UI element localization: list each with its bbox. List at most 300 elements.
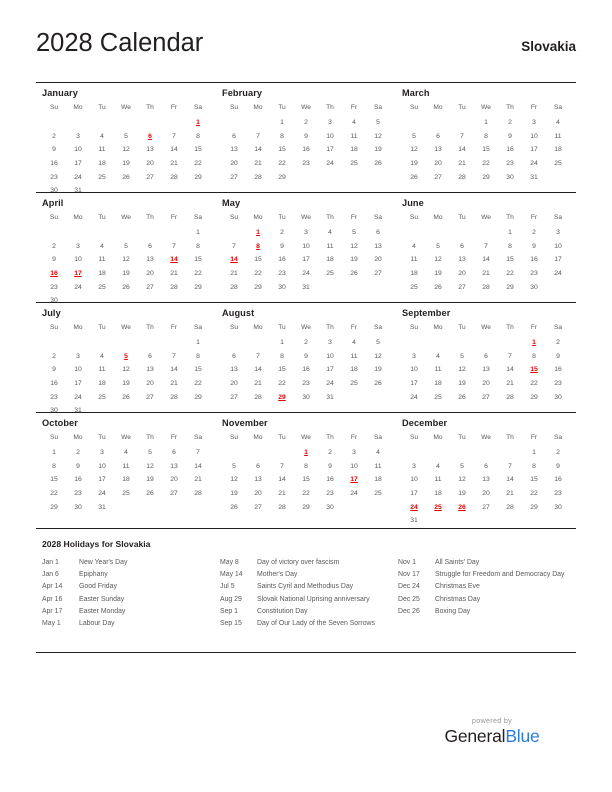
weekday-header-we: We: [301, 323, 311, 331]
day-cell: 6: [376, 229, 380, 237]
day-cell-holiday: 15: [530, 366, 538, 374]
day-cell: 10: [326, 352, 334, 360]
week-row: [222, 473, 390, 487]
day-cell: 5: [352, 229, 356, 237]
day-cell: 26: [146, 490, 154, 498]
month-table: [222, 322, 390, 404]
weekday-header-we: We: [301, 433, 311, 441]
day-cell: 9: [304, 352, 308, 360]
day-cell-empty: [90, 116, 114, 130]
day-cell: 19: [458, 490, 466, 498]
week-row: [222, 487, 390, 501]
day-cell: 29: [50, 503, 58, 511]
day-cell: 28: [170, 283, 178, 291]
day-cell: 7: [280, 462, 284, 470]
day-cell: 2: [304, 339, 308, 347]
day-cell: 21: [458, 160, 466, 168]
day-cell: 27: [146, 173, 154, 181]
day-cell: 14: [194, 462, 202, 470]
weekday-header-sa: Sa: [373, 433, 383, 441]
day-cell-holiday: 14: [170, 256, 178, 264]
day-cell: 12: [122, 256, 130, 264]
day-cell-empty: [66, 116, 90, 130]
day-cell-holiday: 8: [256, 242, 260, 250]
day-cell: 30: [50, 407, 58, 415]
week-row: [42, 143, 210, 157]
weekday-header-sa: Sa: [193, 213, 203, 221]
weekday-header-we: We: [121, 213, 131, 221]
day-cell: 5: [460, 462, 464, 470]
holiday-date: Apr 16: [42, 595, 63, 603]
day-cell: 27: [458, 283, 466, 291]
day-cell-holiday: 6: [148, 132, 152, 140]
holiday-list-item: [42, 557, 220, 569]
weekday-header-mo: Mo: [253, 103, 263, 111]
holiday-list-item: [42, 606, 220, 618]
day-cell: 18: [98, 270, 106, 278]
weekday-header-fr: Fr: [530, 323, 538, 331]
day-cell: 28: [482, 283, 490, 291]
day-cell: 7: [172, 132, 176, 140]
holiday-date: Jul 5: [220, 583, 235, 591]
day-cell: 31: [98, 503, 106, 511]
day-cell: 20: [170, 476, 178, 484]
day-cell: 9: [532, 242, 536, 250]
day-cell: 11: [326, 242, 334, 250]
day-cell: 12: [374, 132, 382, 140]
week-row: [402, 336, 570, 350]
week-row: [222, 336, 390, 350]
week-row: [222, 240, 390, 254]
day-cell-holiday: 5: [124, 352, 128, 360]
month-table: [402, 212, 570, 294]
month-name: August: [222, 308, 255, 318]
weekday-header-th: Th: [146, 103, 154, 111]
day-cell: 23: [50, 283, 58, 291]
day-cell: 6: [232, 132, 236, 140]
day-cell-holiday: 14: [230, 256, 238, 264]
day-cell: 28: [230, 283, 238, 291]
holiday-list-item: [220, 581, 398, 593]
week-row: [42, 336, 210, 350]
day-cell-empty: [138, 336, 162, 350]
day-cell-empty: [294, 170, 318, 184]
week-row: [42, 390, 210, 404]
day-cell: 24: [74, 173, 82, 181]
day-cell: 10: [530, 132, 538, 140]
day-cell: 13: [482, 366, 490, 374]
day-cell: 29: [194, 283, 202, 291]
day-cell: 22: [254, 270, 262, 278]
day-cell-empty: [366, 170, 390, 184]
day-cell: 16: [506, 146, 514, 154]
day-cell: 12: [122, 146, 130, 154]
weekday-header-sa: Sa: [193, 103, 203, 111]
day-cell-empty: [546, 514, 570, 528]
day-cell: 9: [52, 366, 56, 374]
day-cell: 11: [122, 462, 130, 470]
day-cell: 31: [326, 393, 334, 401]
weekday-header-row: [222, 102, 390, 116]
day-cell: 13: [146, 146, 154, 154]
day-cell-empty: [114, 116, 138, 130]
day-cell: 19: [458, 380, 466, 388]
week-row: [402, 157, 570, 171]
day-cell: 8: [280, 132, 284, 140]
day-cell: 27: [170, 490, 178, 498]
day-cell: 15: [194, 366, 202, 374]
day-cell: 8: [280, 352, 284, 360]
holiday-list-item: [220, 569, 398, 581]
day-cell: 9: [556, 462, 560, 470]
day-cell: 29: [302, 503, 310, 511]
day-cell-holiday: 24: [410, 503, 418, 511]
day-cell: 31: [302, 283, 310, 291]
day-cell: 10: [554, 242, 562, 250]
day-cell: 13: [374, 242, 382, 250]
weekday-header-th: Th: [506, 103, 514, 111]
day-cell: 10: [350, 462, 358, 470]
day-cell-empty: [162, 116, 186, 130]
day-cell: 28: [194, 490, 202, 498]
weekday-header-we: We: [121, 103, 131, 111]
day-cell: 13: [146, 366, 154, 374]
day-cell: 2: [556, 449, 560, 457]
holiday-date: Dec 26: [398, 607, 420, 615]
day-cell: 17: [302, 256, 310, 264]
month-name: April: [42, 198, 64, 208]
holiday-list-item: [398, 594, 576, 606]
holiday-date: Sep 1: [220, 607, 239, 615]
holiday-name: Christmas Day: [435, 595, 481, 603]
day-cell-empty: [474, 514, 498, 528]
weekday-header-fr: Fr: [350, 433, 358, 441]
weekday-header-fr: Fr: [170, 103, 178, 111]
month-grid: [36, 82, 576, 524]
day-cell: 12: [458, 366, 466, 374]
day-cell: 30: [554, 393, 562, 401]
day-cell: 15: [50, 476, 58, 484]
weekday-header-fr: Fr: [350, 103, 358, 111]
weekday-header-mo: Mo: [253, 213, 263, 221]
day-cell-empty: [426, 446, 450, 460]
day-cell: 4: [556, 119, 560, 127]
day-cell: 20: [230, 160, 238, 168]
day-cell: 9: [52, 146, 56, 154]
generalblue-logo: [412, 726, 572, 746]
day-cell: 17: [554, 256, 562, 264]
day-cell: 15: [254, 256, 262, 264]
day-cell: 17: [530, 146, 538, 154]
weekday-header-su: Su: [409, 433, 419, 441]
week-row: [42, 280, 210, 294]
week-row: [222, 446, 390, 460]
day-cell: 23: [506, 160, 514, 168]
day-cell-holiday: 1: [532, 339, 536, 347]
weekday-header-th: Th: [146, 323, 154, 331]
holiday-date: Sep 15: [220, 620, 242, 628]
day-cell: 31: [530, 173, 538, 181]
day-cell: 18: [350, 146, 358, 154]
day-cell-empty: [342, 390, 366, 404]
weekday-header-row: [402, 102, 570, 116]
weekday-header-fr: Fr: [170, 323, 178, 331]
day-cell: 30: [506, 173, 514, 181]
day-cell-empty: [186, 500, 210, 514]
month-row: [36, 192, 576, 305]
holiday-name: Easter Sunday: [79, 595, 125, 603]
month-name: September: [402, 308, 451, 318]
day-cell: 18: [374, 476, 382, 484]
day-cell: 22: [194, 270, 202, 278]
day-cell-holiday: 16: [50, 270, 58, 278]
day-cell: 20: [254, 490, 262, 498]
month-block-january: [36, 83, 216, 195]
country-label: Slovakia: [521, 39, 576, 54]
day-cell: 19: [146, 476, 154, 484]
day-cell: 15: [194, 146, 202, 154]
day-cell: 31: [74, 407, 82, 415]
day-cell-empty: [498, 336, 522, 350]
weekday-header-tu: Tu: [98, 213, 106, 221]
day-cell: 24: [530, 160, 538, 168]
day-cell: 1: [52, 449, 56, 457]
weekday-header-th: Th: [146, 433, 154, 441]
weekday-header-we: We: [121, 433, 131, 441]
holiday-name: Day of victory over fascism: [257, 559, 340, 566]
day-cell: 1: [196, 339, 200, 347]
day-cell-empty: [342, 280, 366, 294]
day-cell: 15: [506, 256, 514, 264]
holiday-name: Saints Cyril and Methodius Day: [257, 583, 354, 591]
day-cell: 8: [532, 352, 536, 360]
day-cell: 1: [280, 119, 284, 127]
day-cell-empty: [114, 336, 138, 350]
day-cell: 16: [74, 476, 82, 484]
holiday-list-item: [42, 618, 220, 630]
week-row: [222, 377, 390, 391]
day-cell: 17: [74, 380, 82, 388]
day-cell: 14: [254, 146, 262, 154]
holiday-date: May 1: [42, 620, 61, 628]
weekday-header-we: We: [301, 213, 311, 221]
day-cell: 2: [76, 449, 80, 457]
day-cell: 13: [458, 256, 466, 264]
day-cell: 17: [410, 380, 418, 388]
day-cell: 8: [532, 462, 536, 470]
day-cell-empty: [138, 500, 162, 514]
week-row: [42, 253, 210, 267]
day-cell: 17: [98, 476, 106, 484]
week-row: [222, 130, 390, 144]
day-cell: 7: [508, 352, 512, 360]
weekday-header-mo: Mo: [433, 323, 443, 331]
day-cell: 16: [278, 256, 286, 264]
day-cell: 14: [254, 366, 262, 374]
day-cell-empty: [342, 500, 366, 514]
day-cell: 18: [98, 160, 106, 168]
day-cell: 23: [554, 490, 562, 498]
day-cell: 26: [122, 283, 130, 291]
holiday-name: Easter Monday: [79, 607, 126, 615]
day-cell-empty: [42, 226, 66, 240]
day-cell: 3: [76, 352, 80, 360]
day-cell: 6: [172, 449, 176, 457]
weekday-header-mo: Mo: [433, 433, 443, 441]
day-cell: 5: [460, 352, 464, 360]
holiday-list-item: [42, 581, 220, 593]
day-cell: 2: [52, 352, 56, 360]
day-cell: 27: [146, 393, 154, 401]
month-block-april: [36, 193, 216, 305]
weekday-header-mo: Mo: [433, 213, 443, 221]
week-row: [42, 350, 210, 364]
day-cell-empty: [474, 446, 498, 460]
day-cell: 21: [506, 490, 514, 498]
week-row: [402, 350, 570, 364]
day-cell: 12: [230, 476, 238, 484]
day-cell: 7: [484, 242, 488, 250]
day-cell: 10: [410, 366, 418, 374]
day-cell-empty: [162, 336, 186, 350]
day-cell: 21: [194, 476, 202, 484]
day-cell: 28: [278, 503, 286, 511]
weekday-header-tu: Tu: [278, 103, 286, 111]
day-cell: 22: [482, 160, 490, 168]
week-row: [42, 170, 210, 184]
week-row: [222, 390, 390, 404]
holiday-name: Mother's Day: [257, 571, 298, 579]
day-cell: 28: [506, 503, 514, 511]
month-table: [402, 102, 570, 184]
day-cell-empty: [66, 336, 90, 350]
weekday-header-su: Su: [409, 103, 419, 111]
month-row: [36, 82, 576, 195]
day-cell: 22: [278, 160, 286, 168]
day-cell: 23: [278, 270, 286, 278]
day-cell: 3: [412, 352, 416, 360]
month-name: February: [222, 88, 263, 98]
day-cell: 25: [374, 490, 382, 498]
day-cell: 2: [508, 119, 512, 127]
weekday-header-th: Th: [326, 103, 334, 111]
month-table: [42, 432, 210, 514]
day-cell: 25: [122, 490, 130, 498]
holiday-list-item: [398, 569, 576, 581]
day-cell: 4: [436, 462, 440, 470]
day-cell: 25: [350, 160, 358, 168]
holiday-date: Nov 17: [398, 571, 420, 579]
holiday-name: New Year's Day: [79, 559, 128, 566]
holiday-list-item: [42, 569, 220, 581]
day-cell: 2: [280, 229, 284, 237]
day-cell: 17: [326, 366, 334, 374]
week-row: [42, 130, 210, 144]
day-cell-empty: [474, 226, 498, 240]
day-cell: 27: [482, 393, 490, 401]
day-cell: 23: [50, 393, 58, 401]
day-cell: 20: [482, 380, 490, 388]
day-cell: 8: [484, 132, 488, 140]
logo-text-blue: Blue: [505, 726, 540, 746]
day-cell: 14: [458, 146, 466, 154]
day-cell: 11: [98, 366, 106, 374]
day-cell: 14: [506, 476, 514, 484]
weekday-header-mo: Mo: [73, 213, 83, 221]
page-header: [36, 28, 576, 74]
day-cell: 24: [74, 393, 82, 401]
day-cell: 10: [74, 366, 82, 374]
day-cell: 18: [434, 490, 442, 498]
week-row: [42, 377, 210, 391]
week-row: [402, 116, 570, 130]
holiday-name: Epiphany: [79, 571, 108, 579]
weekday-header-sa: Sa: [373, 213, 383, 221]
day-cell: 18: [410, 270, 418, 278]
weekday-header-th: Th: [326, 433, 334, 441]
day-cell: 26: [434, 283, 442, 291]
day-cell-empty: [246, 336, 270, 350]
day-cell: 10: [74, 146, 82, 154]
logo-text-general: General: [444, 726, 506, 746]
day-cell-holiday: 1: [256, 229, 260, 237]
day-cell-empty: [498, 446, 522, 460]
weekday-header-fr: Fr: [170, 433, 178, 441]
day-cell: 31: [74, 187, 82, 195]
holiday-name: Labour Day: [79, 620, 115, 628]
day-cell: 16: [50, 380, 58, 388]
day-cell: 26: [122, 173, 130, 181]
day-cell-holiday: 26: [458, 503, 466, 511]
day-cell: 21: [170, 380, 178, 388]
month-table: [42, 102, 210, 198]
day-cell: 25: [98, 283, 106, 291]
weekday-header-mo: Mo: [253, 433, 263, 441]
week-row: [222, 280, 390, 294]
week-row: [402, 170, 570, 184]
weekday-header-th: Th: [506, 213, 514, 221]
day-cell: 6: [232, 352, 236, 360]
week-row: [402, 500, 570, 514]
day-cell: 18: [554, 146, 562, 154]
day-cell: 22: [530, 380, 538, 388]
day-cell: 10: [410, 476, 418, 484]
day-cell-empty: [546, 280, 570, 294]
week-row: [402, 130, 570, 144]
day-cell-empty: [162, 500, 186, 514]
weekday-header-row: [42, 432, 210, 446]
day-cell-empty: [222, 336, 246, 350]
day-cell: 24: [326, 160, 334, 168]
day-cell-empty: [450, 446, 474, 460]
day-cell: 4: [412, 242, 416, 250]
day-cell: 26: [230, 503, 238, 511]
week-row: [42, 487, 210, 501]
day-cell: 9: [304, 132, 308, 140]
weekday-header-su: Su: [229, 213, 239, 221]
day-cell: 2: [52, 242, 56, 250]
day-cell: 12: [458, 476, 466, 484]
holiday-date: Apr 17: [42, 607, 63, 615]
day-cell: 23: [74, 490, 82, 498]
day-cell: 22: [530, 490, 538, 498]
week-row: [222, 226, 390, 240]
weekday-header-th: Th: [506, 323, 514, 331]
week-row: [402, 390, 570, 404]
day-cell-empty: [138, 116, 162, 130]
day-cell: 20: [230, 380, 238, 388]
weekday-header-th: Th: [506, 433, 514, 441]
